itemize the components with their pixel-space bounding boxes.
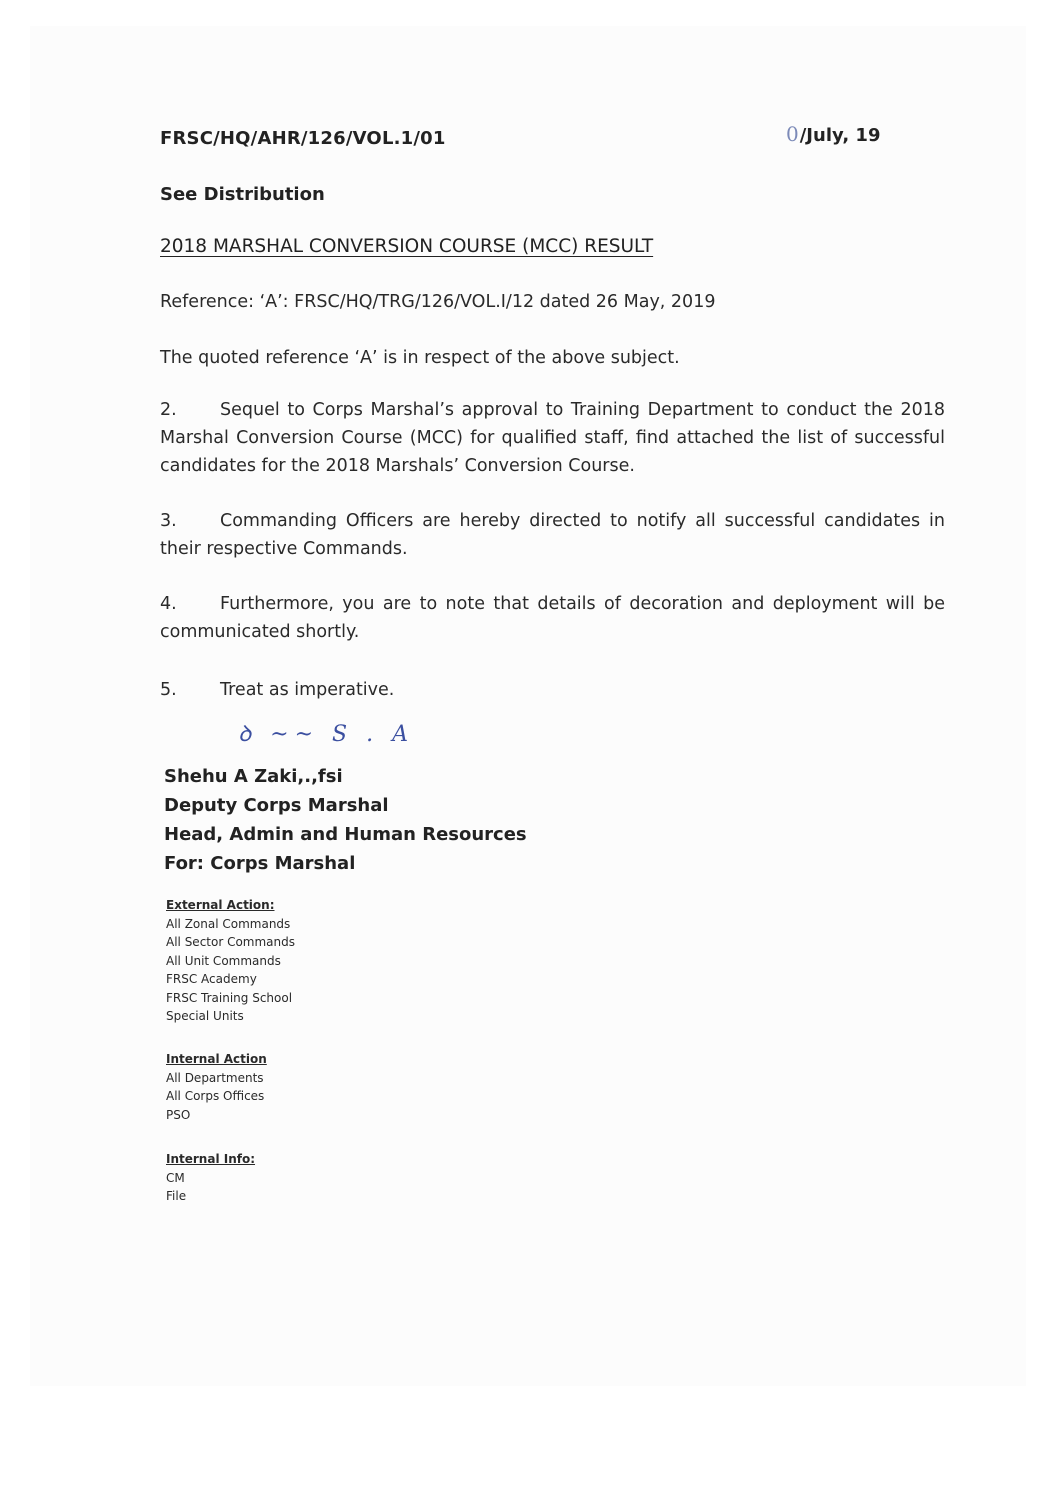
list-item: All Corps Offices	[166, 1089, 265, 1103]
letter-reference-number: FRSC/HQ/AHR/126/VOL.1/01	[160, 128, 446, 149]
intro-paragraph: The quoted reference ‘A’ is in respect of the above subject.	[160, 348, 680, 368]
paragraph-text: Sequel to Corps Marshal’s approval to Training Department to conduct the 2018 Marshal Conversion Course (MCC) for qualified staff, find attached the list of successful candidates for the 2018 Marshals’ Conversion Course.	[160, 400, 945, 476]
paragraph-text: Treat as imperative.	[220, 680, 395, 700]
paragraph-4	[160, 590, 945, 646]
letter-subject: 2018 MARSHAL CONVERSION COURSE (MCC) RESULT	[160, 236, 654, 257]
list-item: All Departments	[166, 1070, 264, 1085]
external-action-list	[166, 896, 295, 1026]
internal-info-heading: Internal Info:	[166, 1152, 256, 1166]
list-item: File	[166, 1189, 187, 1203]
reference-line: Reference: ‘A’: FRSC/HQ/TRG/126/VOL.I/12 dated 26 May, 2019	[160, 292, 716, 312]
signatory-block	[164, 762, 527, 878]
list-item: FRSC Academy	[166, 972, 257, 986]
list-item: All Zonal Commands	[166, 916, 291, 931]
internal-info-list	[166, 1150, 255, 1206]
internal-action-list	[166, 1050, 267, 1124]
handwritten-signature: ꝺ ~~ S . A	[238, 722, 414, 747]
date-handwritten: 0	[786, 122, 799, 146]
paragraph-text: Commanding Officers are hereby directed to notify all successful candidates in their respective Commands.	[160, 511, 945, 559]
internal-action-heading: Internal Action	[166, 1052, 267, 1066]
paragraph-number: 4.	[160, 594, 177, 614]
paragraph-text: Furthermore, you are to note that details of decoration and deployment will be communicated shortly.	[160, 594, 945, 642]
list-item: All Unit Commands	[166, 953, 281, 968]
signatory-rank: Deputy Corps Marshal	[164, 795, 389, 816]
paragraph-number: 5.	[160, 680, 177, 700]
paragraph-5	[160, 676, 945, 704]
paragraph-2	[160, 396, 945, 480]
signatory-position: Head, Admin and Human Resources	[164, 824, 527, 845]
letter-date	[786, 122, 880, 146]
paragraph-number: 2.	[160, 400, 177, 420]
signatory-name: Shehu A Zaki,.,fsi	[164, 766, 343, 787]
signatory-for: For: Corps Marshal	[164, 853, 356, 874]
list-item: All Sector Commands	[166, 935, 296, 949]
paragraph-number: 3.	[160, 511, 177, 531]
list-item: Special Units	[166, 1009, 244, 1023]
list-item: CM	[166, 1170, 185, 1185]
date-printed: /July, 19	[799, 125, 881, 146]
paragraph-3	[160, 507, 945, 563]
recipient-line: See Distribution	[160, 184, 325, 205]
list-item: FRSC Training School	[166, 990, 293, 1005]
external-action-heading: External Action:	[166, 898, 275, 912]
list-item: PSO	[166, 1107, 191, 1122]
